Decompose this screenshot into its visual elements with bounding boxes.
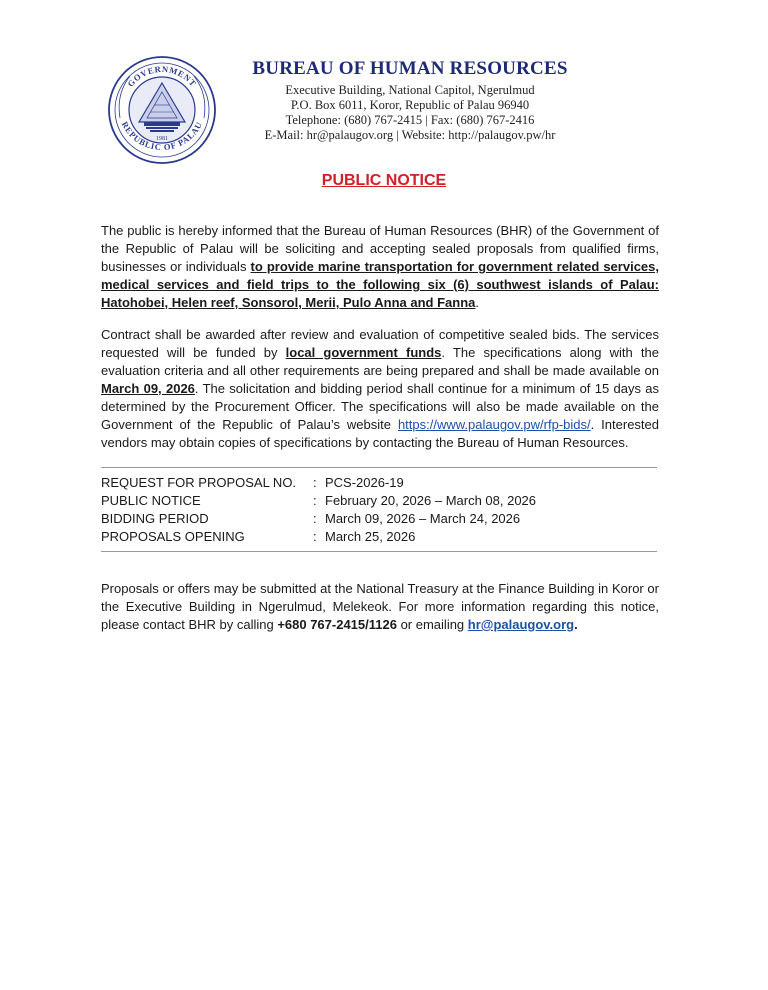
submission-text-2: or emailing — [396, 617, 468, 632]
email-website-line: E-Mail: hr@palaugov.org | Website: http://palaugov.pw/hr — [264, 128, 556, 142]
contract-text-4: . Interested vendors may obtain copies of specifications by contacting the Bureau of Human Resources. — [101, 417, 659, 450]
seal-top-text: GOVERNMENT — [125, 63, 199, 89]
government-seal-logo — [106, 54, 218, 166]
submission-end: . — [574, 617, 578, 632]
detail-separator: : — [313, 529, 317, 544]
detail-value: February 20, 2026 – March 08, 2026 — [325, 493, 537, 508]
submission-paragraph — [101, 580, 659, 634]
notice-title: PUBLIC NOTICE — [321, 172, 447, 189]
detail-label: REQUEST FOR PROPOSAL NO. — [101, 475, 297, 490]
availability-date: March 09, 2026 — [101, 381, 195, 396]
seal-bottom-text: REPUBLIC OF PALAU — [119, 119, 205, 153]
rfp-website-link[interactable]: https://www.palaugov.pw/rfp-bids/ — [397, 417, 591, 432]
detail-label: PUBLIC NOTICE — [101, 493, 201, 508]
proposal-details — [101, 474, 657, 546]
divider-bottom — [101, 551, 657, 552]
address-line-1: Executive Building, National Capitol, Ngerulmud — [285, 83, 535, 97]
phone-fax-line: Telephone: (680) 767-2415 | Fax: (680) 767-2416 — [285, 113, 535, 127]
detail-label: PROPOSALS OPENING — [101, 529, 245, 544]
submission-text-1: Proposals or offers may be submitted at the National Treasury at the Finance Building in Koror or the Executive Building in Ngerulmud, Melekeok. For more information regarding this notice, please contact BHR by calling — [101, 581, 659, 632]
intro-end: . — [475, 295, 480, 310]
detail-label: BIDDING PERIOD — [101, 511, 209, 526]
detail-value: March 25, 2026 — [325, 529, 416, 544]
contract-text-3: . The solicitation and bidding period shall continue for a minimum of 15 days as determined by the Procurement Officer. The specifications will also be made available on the Government of the Republic of Palau’s website — [101, 381, 659, 432]
detail-row — [101, 492, 657, 510]
detail-row — [101, 474, 657, 492]
detail-separator: : — [313, 475, 317, 490]
detail-row — [101, 528, 657, 546]
contact-email-link[interactable]: hr@palaugov.org — [467, 617, 575, 632]
contract-text-1: Contract shall be awarded after review and evaluation of competitive sealed bids. The services requested will be funded by — [101, 327, 659, 360]
detail-separator: : — [313, 511, 317, 526]
service-scope-text: to provide marine transportation for government related services, medical services and field trips to the following six (6) southwest islands of Palau: Hatohobei, Helen reef, Sonsorol, Merii, Pulo Anna and Fanna — [101, 259, 659, 310]
address-line-2: P.O. Box 6011, Koror, Republic of Palau 96940 — [290, 98, 530, 112]
contact-phone: +680 767-2415/1126 — [277, 617, 397, 632]
contract-paragraph — [101, 326, 659, 452]
detail-value: March 09, 2026 – March 24, 2026 — [325, 511, 521, 526]
organization-name: BUREAU OF HUMAN RESOURCES — [252, 58, 568, 79]
funding-source: local government funds — [285, 345, 442, 360]
intro-text: The public is hereby informed that the Bureau of Human Resources (BHR) of the Government of the Republic of Palau will be soliciting and accepting sealed proposals from qualified firms, businesses or individuals — [101, 223, 659, 274]
detail-value: PCS-2026-19 — [325, 475, 404, 490]
divider-top — [101, 467, 657, 468]
intro-paragraph — [101, 222, 659, 312]
seal-year: 1981 — [156, 136, 168, 142]
letterhead — [240, 58, 580, 143]
detail-row — [101, 510, 657, 528]
contract-text-2: . The specifications along with the evaluation criteria and all other requirements are being prepared and shall be made available on — [101, 345, 659, 378]
detail-separator: : — [313, 493, 317, 508]
